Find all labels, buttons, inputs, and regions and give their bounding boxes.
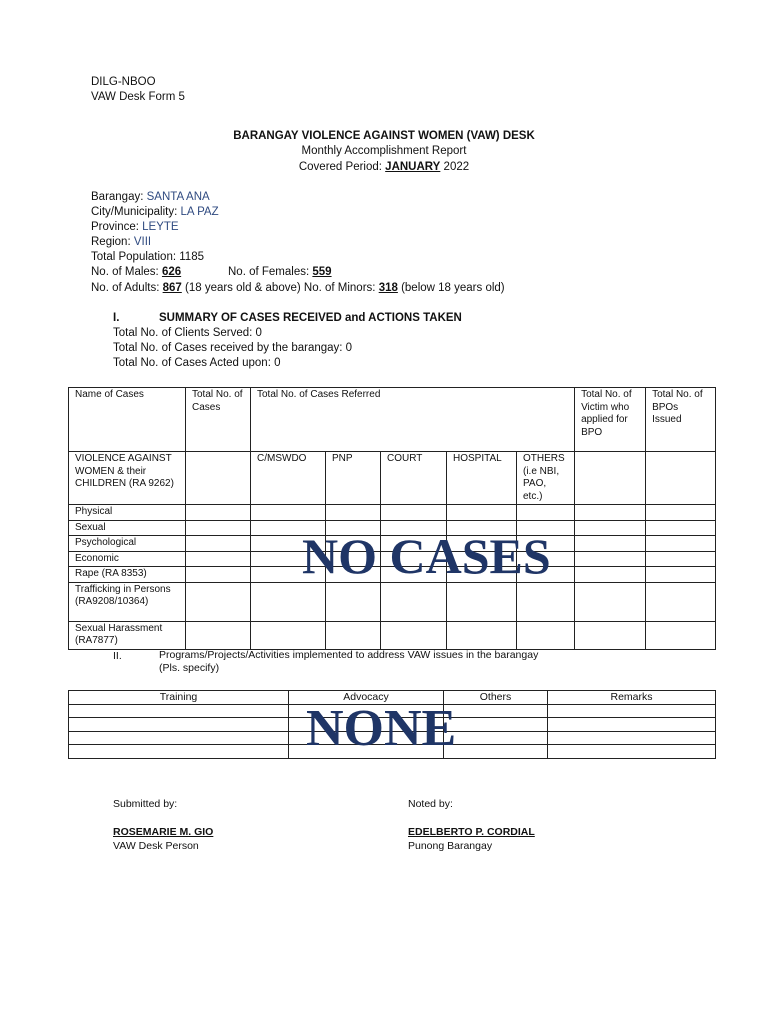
ppa-header-others: Others [444, 691, 548, 705]
cases-acted: Total No. of Cases Acted upon: 0 [113, 357, 281, 369]
row-label-physical: Physical [69, 505, 186, 521]
cell-empty [186, 452, 251, 505]
adults-value: 867 [162, 282, 182, 294]
covered-period-label: Covered Period: [298, 161, 382, 173]
subheader-hospital: HOSPITAL [447, 452, 517, 505]
ppa-header-remarks: Remarks [548, 691, 716, 705]
section2-heading-line2: (Pls. specify) [159, 662, 220, 674]
document-title: BARANGAY VIOLENCE AGAINST WOMEN (VAW) DESK [233, 130, 535, 142]
population-value: 1185 [179, 251, 204, 263]
barangay-value: SANTA ANA [146, 191, 210, 203]
province-value: LEYTE [142, 221, 179, 233]
submitted-by-title: VAW Desk Person [113, 840, 199, 852]
subheader-court: COURT [381, 452, 447, 505]
age-line [91, 281, 505, 296]
covered-period-month: JANUARY [385, 161, 441, 173]
header-total-cases: Total No. of Cases [186, 388, 251, 452]
barangay-line [91, 190, 210, 205]
covered-period-year: 2022 [443, 161, 470, 173]
population-line [91, 250, 204, 265]
subheader-cmswdo: C/MSWDO [251, 452, 326, 505]
subheader-others: OTHERS (i.e NBI, PAO, etc.) [517, 452, 575, 505]
females-line [228, 265, 332, 280]
region-value: VIII [133, 236, 152, 248]
none-stamp: NONE [306, 700, 457, 757]
row-label-harassment: Sexual Harassment (RA7877) [69, 621, 186, 649]
table-row [69, 505, 716, 521]
section2-heading-line1: Programs/Projects/Activities implemented to address VAW issues in the barangay [159, 649, 539, 661]
section1-heading: SUMMARY OF CASES RECEIVED and ACTIONS TAKEN [159, 312, 462, 324]
no-cases-stamp: NO CASES [302, 528, 551, 584]
clients-served: Total No. of Clients Served: 0 [113, 327, 262, 339]
province-label: Province: [91, 221, 139, 233]
region-line [91, 235, 151, 250]
header-name-of-cases: Name of Cases [69, 388, 186, 452]
females-value: 559 [312, 266, 332, 278]
province-line [91, 220, 179, 235]
region-label: Region: [91, 236, 131, 248]
males-label: No. of Males: [91, 266, 159, 278]
females-label: No. of Females: [228, 266, 310, 278]
header-victims-bpo: Total No. of Victim who applied for BPO [575, 388, 646, 452]
agency-code: DILG-NBOO [91, 76, 156, 88]
sex-line [91, 265, 181, 280]
cases-table [68, 387, 716, 650]
ppa-header-advocacy: Advocacy [289, 691, 444, 705]
minors-note: (below 18 years old) [401, 282, 505, 294]
row-label-rape: Rape (RA 8353) [69, 567, 186, 583]
subheader-pnp: PNP [326, 452, 381, 505]
row-label-sexual: Sexual [69, 520, 186, 536]
section1-number: I. [113, 312, 120, 324]
cases-received: Total No. of Cases received by the barangay: 0 [113, 342, 353, 354]
form-code: VAW Desk Form 5 [91, 91, 185, 103]
city-line [91, 205, 219, 220]
submitted-by-name: ROSEMARIE M. GIO [113, 826, 214, 838]
adults-label: No. of Adults: [91, 282, 160, 294]
row-label-trafficking: Trafficking in Persons (RA9208/10364) [69, 582, 186, 621]
adults-note: (18 years old & above) No. of Minors: [185, 282, 376, 294]
noted-by-name: EDELBERTO P. CORDIAL [408, 826, 535, 838]
noted-by-label: Noted by: [408, 798, 453, 810]
row-label-economic: Economic [69, 551, 186, 567]
header-cases-referred: Total No. of Cases Referred [251, 388, 575, 452]
males-value: 626 [161, 266, 182, 278]
subheader-vawc: VIOLENCE AGAINST WOMEN & their CHILDREN (RA 9262) [69, 452, 186, 505]
barangay-label: Barangay: [91, 191, 144, 203]
covered-period [0, 160, 768, 175]
table-row [69, 582, 716, 621]
submitted-by-label: Submitted by: [113, 798, 178, 810]
cell-empty [646, 452, 716, 505]
section2-heading [159, 649, 538, 675]
population-label: Total Population: [91, 251, 177, 263]
document-subtitle: Monthly Accomplishment Report [301, 145, 467, 157]
ppa-header-training: Training [69, 691, 289, 705]
header-bpos-issued: Total No. of BPOs Issued [646, 388, 716, 452]
city-label: City/Municipality: [91, 206, 178, 218]
minors-value: 318 [378, 282, 398, 294]
row-label-psychological: Psychological [69, 536, 186, 552]
noted-by-title: Punong Barangay [408, 840, 493, 852]
city-value: LA PAZ [180, 206, 219, 218]
section2-number: II. [113, 650, 122, 662]
cell-empty [575, 452, 646, 505]
table-row [69, 621, 716, 649]
